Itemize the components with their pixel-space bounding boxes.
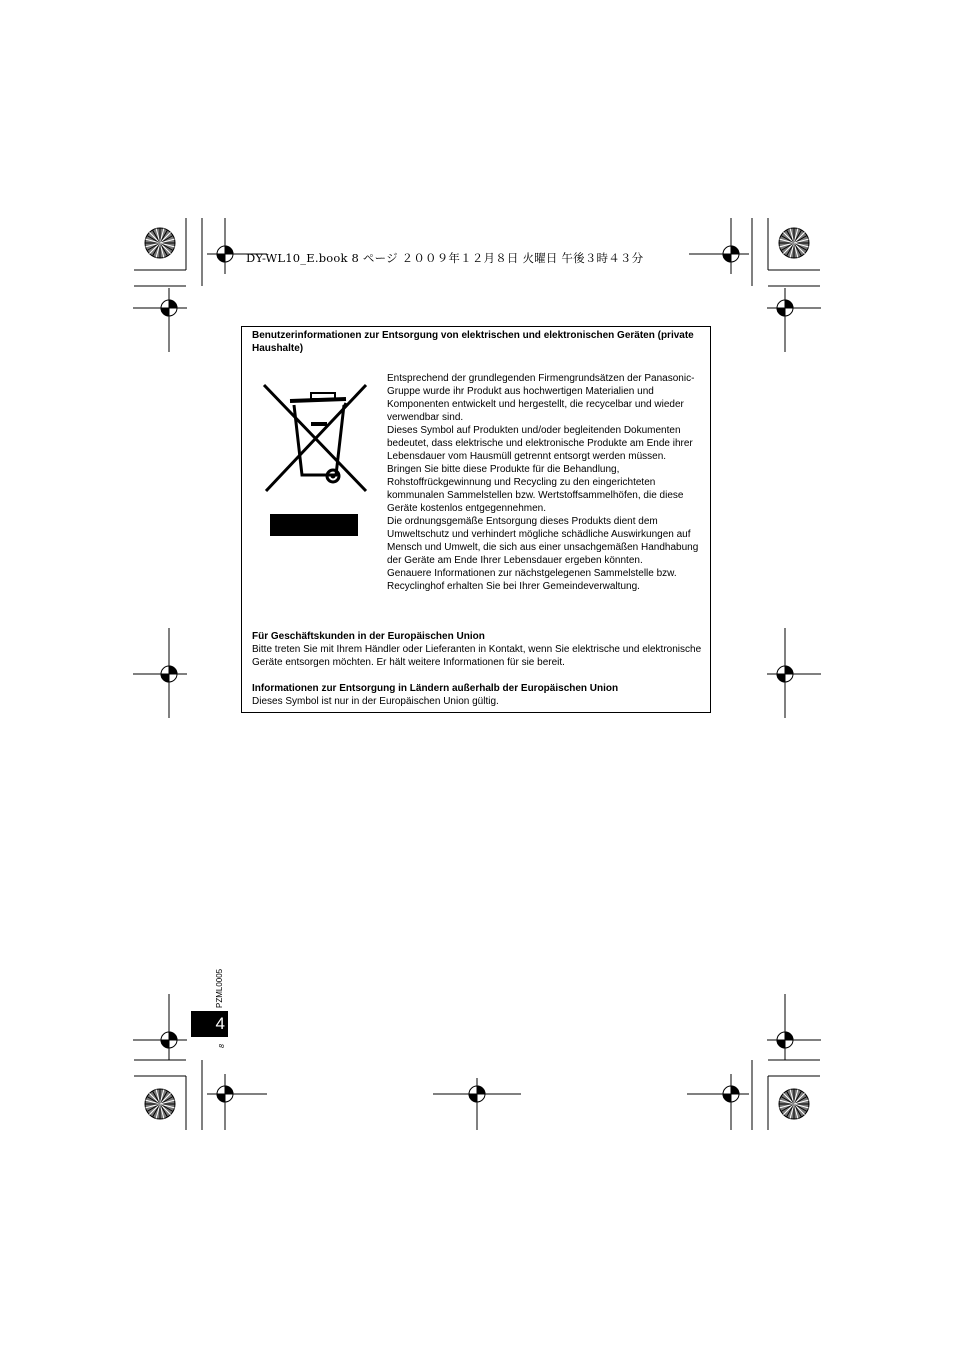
registration-starburst xyxy=(779,1089,809,1119)
outside-eu-heading: Informationen zur Entsorgung in Ländern außerhalb der Europäischen Union xyxy=(252,683,619,694)
registration-starburst xyxy=(779,228,809,258)
registration-starburst xyxy=(145,228,175,258)
separate-collection-bar xyxy=(270,514,358,536)
notice-title: Benutzerinformationen zur Entsorgung von elektrischen und elektronischen Geräten (private Haushalte) xyxy=(252,330,694,354)
outside-eu-text: Dieses Symbol ist nur in der Europäischen Union gültig. xyxy=(252,696,499,707)
small-page-number: 8 xyxy=(219,1044,226,1048)
notice-paragraph: Dieses Symbol auf Produkten und/oder begleitenden Dokumenten bedeutet, dass elektrische und elektronische Produkte am Ende ihrer Lebensdauer vom Hausmüll getrennt entsorgt werden müssen. xyxy=(387,425,693,462)
notice-paragraph: Die ordnungsgemäße Entsorgung dieses Produkts dient dem Umweltschutz und verhindert mögliche schädliche Auswirkungen auf Mensch und Umwelt, die sich aus einer unsachgemäßen Handhabung der Geräte am Ende Ihrer Lebensdauer ergeben könnten. xyxy=(387,516,699,566)
business-customers-text: Bitte treten Sie mit Ihrem Händler oder Lieferanten in Kontakt, wenn Sie elektrische und elektronische Geräte entsorgen möchten. Er hält weitere Informationen für sie bereit. xyxy=(252,644,702,668)
file-header-line: DY-WL10_E.book 8 ページ ２００９年１２月８日 火曜日 午後３時４３分 xyxy=(246,251,644,265)
notice-body xyxy=(387,372,705,593)
document-code: PZML0005 xyxy=(215,968,224,1008)
notice-paragraph: Entsprechend der grundlegenden Firmengrundsätzen der Panasonic-Gruppe wurde ihr Produkt aus hochwertigen Materialien und Komponenten entwickelt und hergestellt, die recycelbar und wieder verwendbar sind. xyxy=(387,373,695,423)
business-customers-heading: Für Geschäftskunden in der Europäischen Union xyxy=(252,631,485,642)
notice-paragraph: Bringen Sie bitte diese Produkte für die Behandlung, Rohstoffrückgewinnung und Recycling zu den eingerichteten kommunalen Sammelstellen bzw. Wertstoffsammelhöfen, die diese Geräte kostenlos entgegennehmen. xyxy=(387,464,684,514)
crossed-out-wheelie-bin-icon xyxy=(260,379,372,499)
notice-paragraph: Genauere Informationen zur nächstgelegenen Sammelstelle bzw. Recyclinghof erhalten Sie bei Ihrer Gemeindeverwaltung. xyxy=(387,568,677,592)
registration-starburst xyxy=(145,1089,175,1119)
page-number-tab: 4 xyxy=(191,1011,228,1037)
disposal-notice-box xyxy=(241,326,711,713)
